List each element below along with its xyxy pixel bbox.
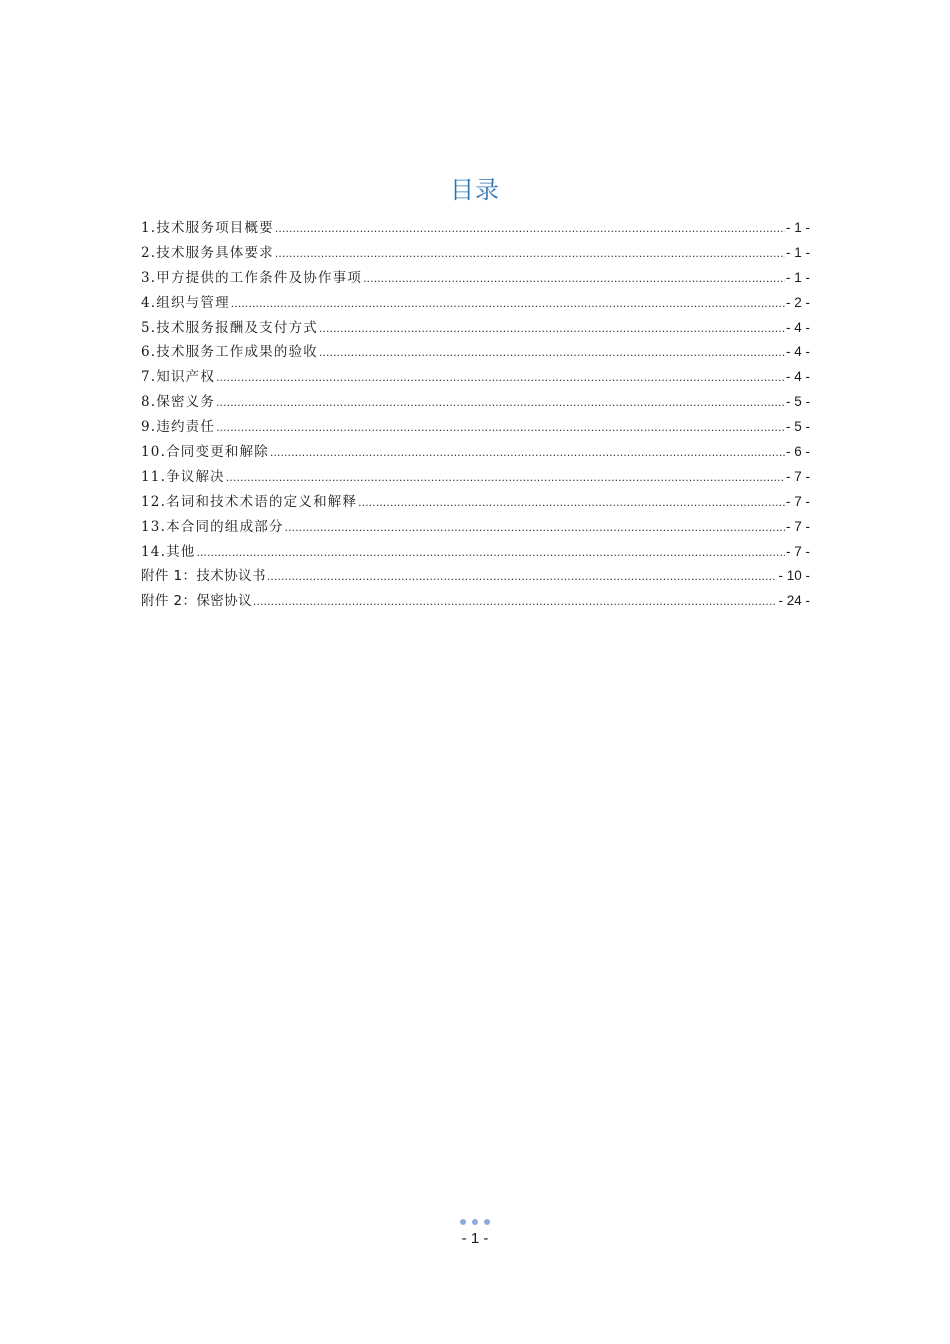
toc-dot-leader <box>319 340 785 365</box>
toc-entry[interactable] <box>141 415 810 440</box>
toc-title: 目录 <box>450 176 500 204</box>
toc-dot-leader <box>267 564 778 589</box>
toc-dot-leader <box>226 465 785 490</box>
toc-entry-page-number: - 1 - <box>785 244 810 260</box>
toc-dot-leader <box>363 266 785 291</box>
toc-entry[interactable] <box>141 390 810 415</box>
toc-entry-label: 14.其他 <box>141 543 196 560</box>
toc-entry-label: 8.保密义务 <box>141 394 216 411</box>
toc-entry[interactable] <box>141 564 810 589</box>
toc-entry[interactable] <box>141 589 810 614</box>
toc-entry[interactable] <box>141 515 810 540</box>
toc-dot-leader <box>285 515 785 540</box>
toc-dot-leader <box>358 490 785 515</box>
toc-dot-leader <box>270 440 785 465</box>
toc-entry[interactable] <box>141 440 810 465</box>
footer-dot <box>484 1219 490 1225</box>
toc-dot-leader <box>319 316 785 341</box>
toc-entry[interactable] <box>141 291 810 316</box>
toc-entry[interactable] <box>141 266 810 291</box>
toc-dot-leader <box>275 216 785 241</box>
toc-entry-label: 13.本合同的组成部分 <box>141 518 284 535</box>
toc-entry-page-number: - 6 - <box>785 444 810 460</box>
footer-dot <box>472 1219 478 1225</box>
toc-entry-page-number: - 1 - <box>785 220 810 235</box>
toc-dot-leader <box>216 365 785 390</box>
toc-entry[interactable] <box>141 216 810 241</box>
toc-entry-label: 12.名词和技术术语的定义和解释 <box>141 493 358 510</box>
toc-entry-page-number: - 7 - <box>785 468 810 484</box>
toc-dot-leader <box>216 390 785 415</box>
toc-dot-leader <box>275 241 785 266</box>
toc-entry-page-number: - 4 - <box>785 344 810 360</box>
toc-dot-leader <box>216 415 785 440</box>
footer-dot <box>460 1219 466 1225</box>
toc-entry-page-number: - 5 - <box>785 419 810 435</box>
toc-entry-page-number: - 7 - <box>785 543 810 559</box>
toc-entry-label: 7.知识产权 <box>141 369 216 386</box>
toc-entry-page-number: - 10 - <box>778 568 810 584</box>
toc-entry-label: 4.组织与管理 <box>141 294 230 311</box>
toc-entry-label: 附件 2：保密协议 <box>141 593 252 610</box>
toc-entry-label: 3.甲方提供的工作条件及协作事项 <box>141 269 363 286</box>
toc-entry[interactable] <box>141 365 810 390</box>
toc-entry-page-number: - 7 - <box>785 518 810 534</box>
toc-dot-leader <box>253 589 778 614</box>
toc-entry-label: 2.技术服务具体要求 <box>141 244 274 261</box>
footer-ornament <box>0 1219 950 1225</box>
toc-entry-label: 5.技术服务报酬及支付方式 <box>141 319 318 336</box>
toc-entry-label: 10.合同变更和解除 <box>141 444 269 461</box>
toc-entry[interactable] <box>141 540 810 565</box>
toc-entry-label: 附件 1：技术协议书 <box>141 568 266 585</box>
toc-entry[interactable] <box>141 316 810 341</box>
toc-entry-page-number: - 1 - <box>785 269 810 285</box>
toc-entry-label: 9.违约责任 <box>141 419 216 436</box>
toc-dot-leader <box>231 291 785 316</box>
toc-entry-page-number: - 24 - <box>778 593 810 609</box>
toc-entry-label: 11.争议解决 <box>141 468 225 485</box>
table-of-contents <box>141 216 810 614</box>
toc-entry-page-number: - 4 - <box>785 319 810 335</box>
toc-dot-leader <box>196 540 785 565</box>
toc-entry[interactable] <box>141 340 810 365</box>
toc-entry-label: 6.技术服务工作成果的验收 <box>141 344 318 361</box>
toc-entry-page-number: - 4 - <box>785 369 810 385</box>
toc-entry[interactable] <box>141 241 810 266</box>
toc-entry-page-number: - 5 - <box>785 394 810 410</box>
toc-entry-label: 1.技术服务项目概要 <box>141 220 274 236</box>
toc-entry[interactable] <box>141 465 810 490</box>
toc-entry-page-number: - 2 - <box>785 294 810 310</box>
page-number: - 1 - <box>461 1230 489 1247</box>
toc-entry[interactable] <box>141 490 810 515</box>
toc-entry-page-number: - 7 - <box>785 493 810 509</box>
